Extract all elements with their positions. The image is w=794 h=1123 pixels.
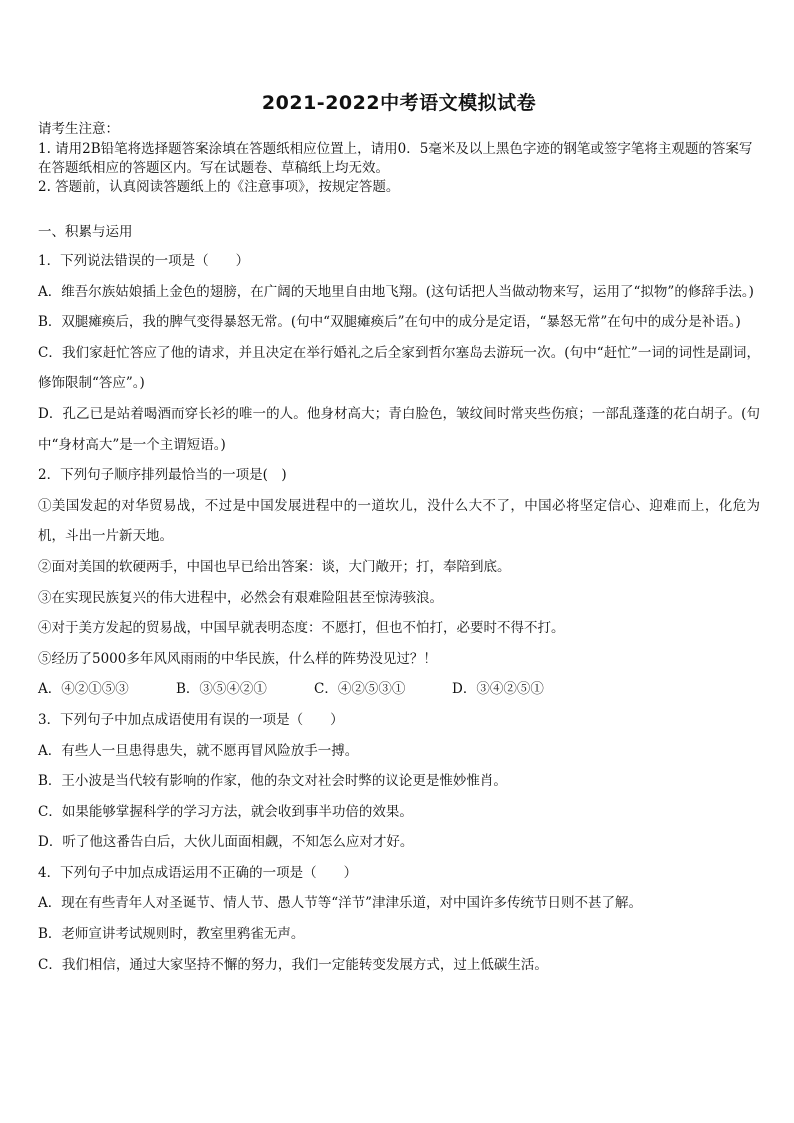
questions — [38, 246, 760, 980]
question-2-stem: 2．下列句子顺序排列最恰当的一项是( ) — [38, 467, 287, 484]
question-3-option-b: B．王小波是当代较有影响的作家，他的杂文对社会时弊的议论更是惟妙惟肖。 — [38, 773, 507, 790]
question-4-stem: 4．下列句子中加点成语运用不正确的一项是（ ） — [38, 864, 358, 881]
notice-item: 2. 答题前，认真阅读答题纸上的《注意事项》，按规定答题。 — [38, 179, 400, 195]
question-4-option-c: C．我们相信，通过大家坚持不懈的努力，我们一定能转变发展方式，过上低碳生活。 — [38, 956, 548, 973]
section-heading: 一、积累与运用 — [38, 224, 133, 240]
question-1-option-b: B．双腿瘫痪后，我的脾气变得暴怒无常。(句中“双腿瘫痪后”在句中的成分是定语，“暴怒无常”在句中的成分是补语。) — [38, 314, 741, 331]
question-3-option-a: A．有些人一旦患得患失，就不愿再冒风险放手一搏。 — [38, 742, 359, 759]
question-2-options — [38, 674, 760, 705]
notice-block — [38, 140, 760, 197]
page-title: 2021-2022中考语文模拟试卷 — [261, 92, 537, 114]
question-2-sentence: ③在实现民族复兴的伟大进程中，必然会有艰难险阻甚至惊涛骇浪。 — [38, 589, 443, 606]
question-4-option-b: B．老师宣讲考试规则时，教室里鸦雀无声。 — [38, 926, 305, 943]
question-2-option: D．③④②⑤① — [452, 681, 544, 698]
question-3-stem: 3．下列句子中加点成语使用有误的一项是（ ） — [38, 711, 344, 728]
question-2-sentence: ⑤经历了5000多年风风雨雨的中华民族，什么样的阵势没见过？！ — [38, 650, 437, 667]
question-1-option-c: C．我们家赶忙答应了他的请求，并且决定在举行婚礼之后全家到哲尔塞岛去游玩一次。(句中“赶忙”一词的词性是副词，修饰限制“答应”。) — [38, 344, 760, 392]
question-1-stem: 1．下列说法错误的一项是（ ） — [38, 253, 250, 269]
question-4-option-a: A．现在有些青年人对圣诞节、情人节、愚人节等“洋节”津津乐道，对中国许多传统节日则不甚了解。 — [38, 895, 643, 912]
question-2-option: A．④②①⑤③ — [38, 681, 129, 698]
question-2-sentence: ④对于美方发起的贸易战，中国早就表明态度：不愿打，但也不怕打，必要时不得不打。 — [38, 620, 565, 637]
question-2-option: B．③⑤④②① — [176, 681, 267, 698]
question-1-option-a: A．维吾尔族姑娘插上金色的翅膀，在广阔的天地里自由地飞翔。(这句话把人当做动物来写，运用了“拟物”的修辞手法。) — [38, 283, 754, 300]
question-1-option-d: D．孔乙已是站着喝酒而穿长衫的唯一的人。他身材高大；青白脸色，皱纹间时常夹些伤痕；一部乱蓬蓬的花白胡子。(句中“身材高大”是一个主谓短语。) — [38, 405, 760, 453]
question-3-option-d: D．听了他这番告白后，大伙儿面面相觑，不知怎么应对才好。 — [38, 834, 414, 851]
notice-item: 1. 请用2B铅笔将选择题答案涂填在答题纸相应位置上，请用0．5毫米及以上黑色字迹的钢笔或签字笔将主观题的答案写在答题纸相应的答题区内。写在试题卷、草稿纸上均无效。 — [38, 141, 753, 176]
question-2-option: C．④②⑤③① — [314, 681, 406, 698]
question-2-sentence: ②面对美国的软硬两手，中国也早已给出答案：谈，大门敞开；打，奉陪到底。 — [38, 558, 511, 575]
question-2-sentence: ①美国发起的对华贸易战，不过是中国发展进程中的一道坎儿，没什么大不了，中国必将坚定信心、迎难而上，化危为机，斗出一片新天地。 — [38, 497, 760, 545]
notice-heading: 请考生注意： — [38, 121, 119, 137]
question-3-option-c: C．如果能够掌握科学的学习方法，就会收到事半功倍的效果。 — [38, 803, 413, 820]
